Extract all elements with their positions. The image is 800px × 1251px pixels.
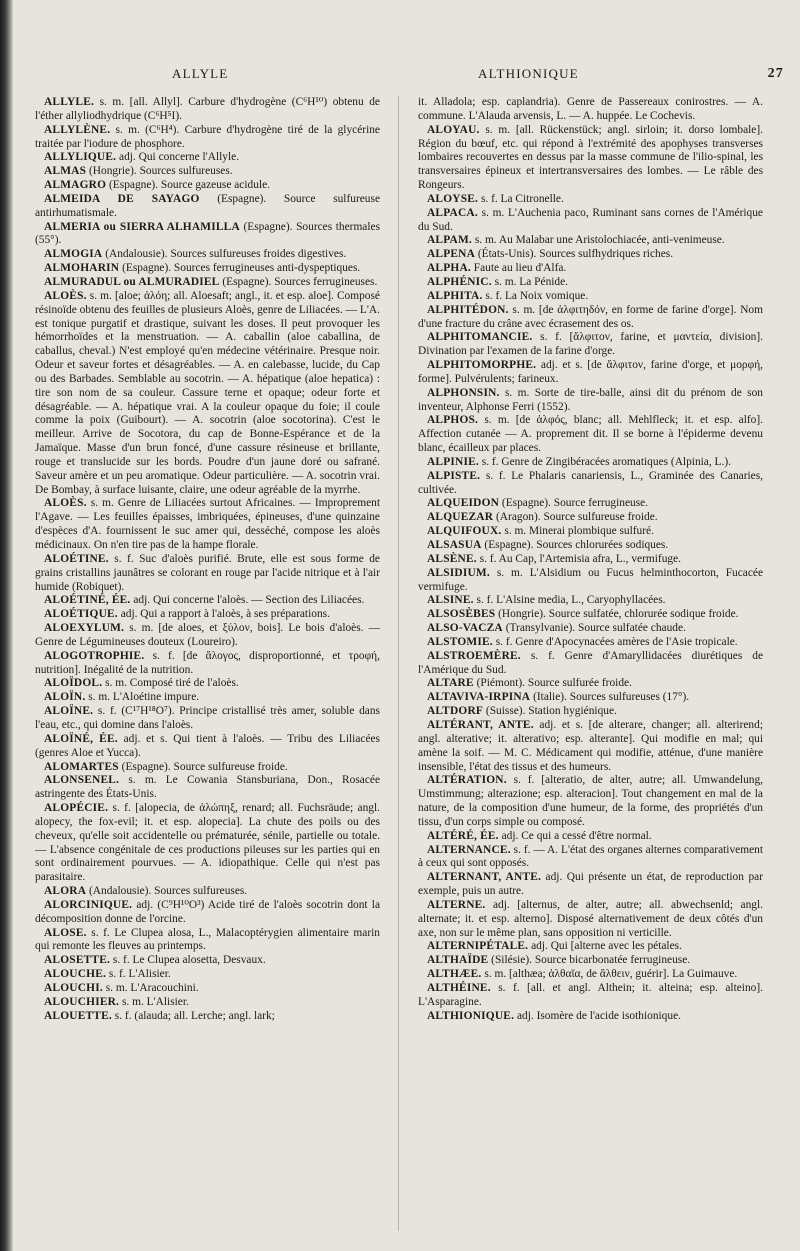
entry-definition: adj. Qui concerne l'aloès. — Section des Liliacées. — [130, 594, 365, 607]
entry-definition: s. f. [alopecia, de ἀλώπηξ, renard; all. Fuchsräude; angl. alopecy, the fox-evil; it. et esp. alopecia]. La chute des poils ou des cheveux, qu'elle soit accidentelle ou prématurée, sénile, partielle ou totale. — L'absence congénitale de ces productions pileuses sur les parties qui en sont ordinairement pourvues. — A. idiopathique. Celle qui n'est pas parasitaire. — [35, 802, 380, 884]
entry-headword: ALMERIA ou SIERRA ALHAMILLA — [44, 220, 240, 233]
entry-headword: ALSO-VACZA — [427, 622, 503, 635]
entry-definition: it. Alladola; esp. caplandria). Genre de Passereaux conirostres. — A. commune. L'Alauda arvensis, L. — A. huppée. Le Cochevis. — [418, 96, 763, 122]
dictionary-entry — [418, 677, 763, 691]
entry-headword: ALSINE. — [427, 594, 474, 607]
left-column — [35, 96, 380, 1236]
entry-headword: ALOYSE. — [427, 192, 479, 205]
entry-headword: ALPHITOMORPHE. — [427, 359, 537, 372]
dictionary-entry — [418, 387, 763, 415]
entry-headword: ALPHÉNIC. — [427, 275, 492, 288]
entry-headword: ALOUCHIER. — [44, 995, 120, 1008]
dictionary-entry — [35, 497, 380, 552]
dictionary-entry — [35, 733, 380, 761]
dictionary-entry — [35, 290, 380, 498]
entry-headword: ALMAGRO — [44, 179, 107, 192]
dictionary-entry — [418, 414, 763, 456]
dictionary-entry — [418, 207, 763, 235]
entry-definition: s. f. Le Clupea alosa, L., Malacoptérygien alimentaire marin qui remonte les fleuves au printemps. — [35, 926, 380, 953]
entry-headword: ALOÈS. — [44, 497, 87, 510]
entry-definition: (États-Unis). Sources sulfhydriques riches. — [475, 248, 674, 261]
entry-definition: s. m. Minerai plombique sulfuré. — [501, 525, 654, 538]
entry-definition: s. f. Genre d'Apocynacées amères de l'Asie tropicale. — [492, 635, 738, 648]
entry-headword: ALSTROEMÈRE. — [427, 649, 521, 662]
entry-definition: s. m. Composé tiré de l'aloès. — [102, 677, 239, 690]
entry-definition: adj. et s. [de ἄλφιτον, farine d'orge, et μορφή, forme]. Pulvérulents; farineux. — [418, 359, 763, 385]
entry-definition: s. m. [de aloes, et ξύλον, bois]. Le bois d'aloès. — Genre de Légumineuses douteux (Loureiro). — [35, 622, 380, 648]
entry-definition: s. m. Le Cowania Stansburiana, Don., Rosacée astringente des États-Unis. — [35, 774, 380, 801]
entry-headword: ALTERNIPÉTALE. — [427, 940, 529, 953]
entry-headword: ALPHITOMANCIE. — [427, 331, 533, 344]
dictionary-entry — [35, 262, 380, 276]
entry-headword: ALOÉTIQUE. — [44, 608, 118, 621]
entry-headword: ALMAS — [44, 165, 87, 178]
entry-definition: (Espagne). Source ferrugineuse. — [499, 497, 649, 510]
dictionary-entry — [418, 650, 763, 678]
entry-headword: ALONSENEL. — [44, 774, 120, 787]
dictionary-entry — [35, 954, 380, 968]
entry-definition: s. f. (C¹⁷H¹⁸O⁷). Principe cristallisé très amer, soluble dans l'eau, etc., qui domine dans l'aloès. — [35, 705, 380, 731]
entry-definition: s. f. La Noix vomique. — [482, 289, 589, 302]
entry-headword: ALOYAU. — [427, 123, 480, 136]
entry-headword: ALTHÆE. — [427, 968, 482, 981]
entry-headword: ALTERNANT, ANTE. — [427, 871, 542, 884]
dictionary-entry — [418, 705, 763, 719]
entry-headword: ALTÉRATION. — [427, 774, 507, 787]
entry-headword: ALOMARTES — [44, 760, 119, 773]
entry-headword: ALSASUA — [427, 539, 482, 551]
dictionary-entry — [418, 539, 763, 553]
entry-headword: ALTAVIVA-IRPINA — [427, 691, 531, 704]
entry-headword: ALLYLÈNE. — [44, 123, 111, 136]
entry-definition: s. f. Suc d'aloès purifié. Brute, elle est sous forme de grains cristallins jaunâtres se colorant en rouge par l'acide nitrique et à l'air humide (Robiquet). — [35, 552, 380, 593]
entry-definition: (Espagne). Source sulfureuse froide. — [118, 760, 288, 773]
entry-definition: s. m. L'Aloétine impure. — [85, 691, 200, 704]
entry-headword: ALQUEIDON — [427, 497, 500, 510]
dictionary-entry — [418, 456, 763, 470]
dictionary-entry — [418, 1010, 763, 1024]
dictionary-entry — [35, 193, 380, 221]
entry-definition: adj. et s. Qui tient à l'aloès. — Tribu des Liliacées (genres Aloe et Yucca). — [35, 732, 380, 759]
dictionary-page — [22, 0, 792, 1251]
entry-headword: ALLYLE. — [44, 96, 95, 108]
entry-definition: (Espagne). Source gazeuse acidule. — [106, 179, 270, 192]
entry-definition: (Hongrie). Source sulfatée, chlorurée sodique froide. — [495, 608, 739, 621]
entry-headword: ALQUIFOUX. — [427, 525, 502, 538]
dictionary-entry — [35, 96, 380, 124]
entry-definition: adj. et s. [de alterare, changer; all. alterirend; angl. alterative; it. alterativo; esp. alterante]. Qui modifie en mal; qui amène la soif. — M. C. Médicament qui modifie, atténue, d'une manière insensible, l'état des tissus et des humeurs. — [418, 718, 763, 773]
entry-headword: ALMOHARIN — [44, 262, 120, 275]
entry-headword: ALOSETTE. — [44, 954, 111, 967]
dictionary-entry — [35, 761, 380, 775]
entry-headword: ALTERNE. — [427, 898, 486, 911]
entry-definition: s. f. Au Cap, l'Artemisia afra, L., vermifuge. — [476, 552, 682, 565]
entry-headword: ALPENA — [427, 248, 476, 261]
dictionary-entry — [418, 234, 763, 248]
dictionary-entry — [418, 359, 763, 387]
entry-headword: ALOSE. — [44, 926, 87, 939]
entry-headword: ALOÈS. — [44, 289, 87, 302]
entry-definition: s. m. L'Auchenia paco, Ruminant sans cornes de l'Amérique du Sud. — [418, 206, 763, 233]
entry-definition: (Espagne). Sources ferrugineuses. — [219, 275, 378, 288]
entry-definition: s. f. Le Clupea alosetta, Desvaux. — [110, 954, 266, 967]
entry-headword: ALMEIDA DE SAYAGO — [44, 192, 200, 205]
dictionary-entry — [418, 719, 763, 774]
entry-headword: ALPISTE. — [427, 469, 481, 482]
entry-definition: s. f. Genre d'Amaryllidacées diurétiques de l'Amérique du Sud. — [418, 649, 763, 676]
entry-headword: ALOÏN. — [44, 691, 86, 704]
entry-definition: (Suisse). Station hygiénique. — [483, 705, 617, 718]
entry-definition: adj. [alternus, de alter, autre; all. abwechsenld; angl. alternate; it. et esp. alterno]. Disposé alternativement de deux côtés d'un axe, non sur le même plan, sans opposition ni verticille. — [418, 898, 763, 939]
dictionary-entry — [418, 982, 763, 1010]
entry-headword: ALOUCHE. — [44, 968, 107, 981]
book-spine-shadow — [0, 0, 13, 1251]
dictionary-entry — [35, 124, 380, 152]
entry-definition: s. m. L'Alsidium ou Fucus helminthocorton, Fucacée vermifuge. — [418, 566, 763, 593]
dictionary-entry — [418, 968, 763, 982]
dictionary-entry — [418, 553, 763, 567]
entry-headword: ALTHIONIQUE. — [427, 1009, 515, 1022]
entry-definition: adj. Qui présente un état, de reproduction par exemple, puis un autre. — [418, 871, 763, 898]
entry-headword: ALOÏNÉ, ÉE. — [44, 732, 118, 745]
entry-definition: (Aragon). Source sulfureuse froide. — [493, 511, 658, 524]
dictionary-entry — [418, 608, 763, 622]
entry-headword: ALPHITÉDON. — [427, 303, 509, 316]
entry-headword: ALSTOMIE. — [427, 635, 493, 648]
entry-definition: s. f. [all. et angl. Althein; it. alteina; esp. alteino]. L'Asparagine. — [418, 982, 763, 1008]
entry-definition: s. f. [alteratio, de alter, autre; all. Umwandelung, Umstimmung; alterazione; esp. alteracion]. Tout changement en mal de la nature, de la composition d'une humeur, de la forme, des propriétés d'un tissu, d'un corps simple ou composé. — [418, 774, 763, 828]
dictionary-entry — [418, 248, 763, 262]
entry-definition: (Espagne). Source sulfureuse antirhumatismale. — [35, 192, 380, 219]
dictionary-entry — [35, 996, 380, 1010]
entry-headword: ALPHOS. — [427, 414, 479, 427]
entry-headword: ALTÉRÉ, ÉE. — [427, 829, 499, 842]
dictionary-entry — [418, 940, 763, 954]
entry-definition: s. m. Au Malabar une Aristolochiacée, anti-venimeuse. — [471, 234, 725, 247]
entry-definition: s. m. L'Aracouchini. — [102, 982, 199, 994]
entry-definition: s. m. [althæa; ἀλθαῖα, de ἄλθειν, guérir]. La Guimauve. — [481, 968, 738, 981]
dictionary-entry — [418, 96, 763, 124]
dictionary-entry — [35, 802, 380, 885]
page-number: 27 — [767, 66, 784, 81]
dictionary-entry — [35, 885, 380, 899]
column-divider — [398, 96, 399, 1231]
entry-definition: adj. Qui concerne l'Allyle. — [116, 151, 240, 164]
entry-headword: ALTHÉINE. — [427, 982, 491, 994]
entry-definition: s. m. [de ἀλφός, blanc; all. Mehlfleck; it. et esp. alfo]. Affection cutanée — A. proprement dit. Il se borne à l'épiderme devenu blanc, écailleux par places. — [418, 414, 763, 455]
entry-definition: adj. Qui a rapport à l'aloès, à ses préparations. — [117, 608, 330, 621]
entry-headword: ALPHA. — [427, 262, 471, 275]
entry-definition: s. f. Genre de Zingibéracées aromatiques (Alpinia, L.). — [478, 455, 732, 468]
entry-definition: (Piémont). Source sulfurée froide. — [473, 677, 632, 690]
dictionary-entry — [418, 622, 763, 636]
dictionary-entry — [35, 276, 380, 290]
dictionary-entry — [35, 982, 380, 996]
entry-headword: ALMOGIA — [44, 248, 103, 261]
entry-definition: s. f. Le Phalaris canariensis, L., Graminée des Canaries, cultivée. — [418, 469, 763, 496]
right-column — [418, 96, 763, 1236]
entry-headword: ALPAM. — [427, 234, 472, 247]
dictionary-entry — [418, 594, 763, 608]
running-head — [22, 66, 792, 88]
dictionary-entry — [35, 179, 380, 193]
entry-definition: (Espagne). Sources thermales (55°). — [35, 220, 380, 247]
entry-headword: ALORCINIQUE. — [44, 898, 133, 911]
entry-definition: (Andalousie). Sources sulfureuses froides digestives. — [102, 248, 347, 261]
dictionary-entry — [418, 497, 763, 511]
dictionary-entry — [35, 608, 380, 622]
entry-headword: ALMURADUL ou ALMURADIEL — [44, 275, 220, 288]
entry-headword: ALOÏNE. — [44, 705, 94, 718]
entry-headword: ALOUETTE. — [44, 1009, 112, 1022]
entry-definition: s. m. Sorte de tire-balle, ainsi dit du prénom de son inventeur, Alphonse Ferri (1552). — [418, 386, 763, 413]
entry-definition: s. f. L'Alsine media, L., Caryophyllacées. — [473, 594, 666, 607]
entry-definition: (Silésie). Source bicarbonatée ferrugineuse. — [488, 954, 691, 967]
entry-definition: s. f. L'Alisier. — [106, 968, 171, 981]
entry-definition: (Andalousie). Sources sulfureuses. — [86, 885, 248, 898]
entry-definition: s. f. [de ἄλογος, disproportionné, et τροφή, nutrition]. Inégalité de la nutrition. — [35, 649, 380, 676]
dictionary-entry — [35, 553, 380, 595]
entry-headword: ALOPÉCIE. — [44, 802, 109, 815]
entry-definition: s. f. [ἄλφιτον, farine, et μαντεία, division]. Divination par l'examen de la farine d'orge. — [418, 331, 763, 358]
entry-headword: ALPHITA. — [427, 289, 483, 302]
dictionary-entry — [35, 165, 380, 179]
dictionary-entry — [35, 221, 380, 249]
entry-definition: s. m. [aloe; ἀλόη; all. Aloesaft; angl., it. et esp. aloe]. Composé résinoïde obtenu des feuilles de plusieurs Aloès, genre de Liliacées. — L'A. est tonique purgatif et drastique, suivant les doses. Il peut provoquer les hémorrhoïdes et la menstruation. — A. caballin (aloe caballina, de caballus, cheval.) N'est employé qu'en médecine vétérinaire. Presque noir. Odeur et saveur fortes et désagréables. — A. en calebasse, lucide, du Cap ou des Barbades. Semblable au socotrin. — A. hépatique (aloe hepatica) : tire son nom de sa couleur. Cassure terne et opaque; odeur forte et désagréable. — A. hépatique vrai. A la couleur opaque du foie; il coule comme la poix (Guibourt). — A. socotrin (aloe socotorina). C'est le meilleur. Arrive de Socotora, du cap de Bonne-Espérance et de la Jamaïque. Masse d'un brun foncé, d'une cassure résineuse et brillante, rouge et translucide sur les bords. Poudre d'un jaune doré ou safrané. Saveur amère et un peu aromatique. Odeur particulière. — A. socotrin vrai. De Bombay, à surface luisante, claire, une odeur agréable de la myrrhe. — [35, 289, 380, 496]
entry-headword: ALTERNANCE. — [427, 843, 511, 856]
dictionary-entry — [418, 470, 763, 498]
dictionary-entry — [418, 276, 763, 290]
entry-definition: s. m. La Pénide. — [491, 275, 569, 288]
dictionary-entry — [418, 830, 763, 844]
entry-definition: s. m. [de ἀλφιτηδόν, en forme de farine d'orge]. Nom d'une fracture du crâne avec écrasement des os. — [418, 303, 763, 330]
entry-definition: (Transylvanie). Source sulfatée chaude. — [502, 622, 686, 635]
entry-definition: adj. Isomère de l'acide isothionique. — [514, 1009, 681, 1022]
dictionary-entry — [418, 262, 763, 276]
dictionary-entry — [35, 248, 380, 262]
dictionary-entry — [35, 691, 380, 705]
entry-definition: s. f. La Citronelle. — [478, 192, 564, 205]
dictionary-entry — [418, 954, 763, 968]
dictionary-entry — [35, 650, 380, 678]
entry-headword: ALQUEZAR — [427, 511, 494, 524]
dictionary-entry — [418, 636, 763, 650]
entry-headword: ALLYLIQUE. — [44, 151, 117, 164]
entry-headword: ALSOSÈBES — [427, 608, 496, 621]
entry-definition: s. m. (C⁶H⁴). Carbure d'hydrogène tiré de la glycérine traitée par l'iodure de phosphore. — [35, 123, 380, 150]
entry-headword: ALOEXYLUM. — [44, 622, 125, 635]
entry-definition: adj. Qui [alterne avec les pétales. — [528, 940, 682, 953]
entry-headword: ALOGOTROPHIE. — [44, 649, 145, 662]
dictionary-entry — [418, 525, 763, 539]
dictionary-entry — [418, 511, 763, 525]
dictionary-entry — [418, 567, 763, 595]
entry-headword: ALPACA. — [427, 206, 478, 219]
dictionary-entry — [35, 677, 380, 691]
entry-definition: (Espagne). Sources chlorurées sodiques. — [481, 539, 669, 551]
entry-headword: ALOUCHI. — [44, 982, 103, 994]
dictionary-entry — [35, 927, 380, 955]
entry-headword: ALSÈNE. — [427, 552, 477, 565]
dictionary-entry — [418, 193, 763, 207]
entry-headword: ALOÏDOL. — [44, 677, 103, 690]
dictionary-entry — [418, 774, 763, 829]
dictionary-entry — [35, 594, 380, 608]
dictionary-entry — [418, 691, 763, 705]
dictionary-entry — [35, 1010, 380, 1024]
dictionary-entry — [418, 304, 763, 332]
running-head-left: ALLYLE — [172, 66, 229, 81]
entry-headword: ALPINIE. — [427, 455, 479, 468]
entry-definition: (Espagne). Sources ferrugineuses anti-dyspeptiques. — [119, 262, 361, 275]
entry-headword: ALPHONSIN. — [427, 386, 500, 399]
entry-headword: ALSIDIUM. — [427, 566, 490, 579]
dictionary-entry — [35, 622, 380, 650]
entry-definition: adj. Ce qui a cessé d'être normal. — [498, 829, 652, 842]
entry-headword: ALTDORF — [427, 705, 484, 718]
entry-definition: s. m. [all. Allyl]. Carbure d'hydrogène (C⁶H¹⁰) obtenu de l'éther allyliodhydrique (C⁶H⁵I). — [35, 96, 380, 122]
dictionary-entry — [418, 331, 763, 359]
entry-definition: adj. (C⁹H¹⁰O³) Acide tiré de l'aloès socotrin dont la décomposition donne de l'orcine. — [35, 898, 380, 925]
entry-definition: s. m. [all. Rückenstück; angl. sirloin; it. dorso lombale]. Région du bœuf, etc. qui répond à l'extrémité des apophyses transverses lombaires recouvertes en dessus par la masse commune de l'ilio-spinal, les transversaires épineux et intertransversaires des lombes. — Le râble des Rongeurs. — [418, 123, 763, 192]
dictionary-entry — [418, 290, 763, 304]
dictionary-entry — [35, 151, 380, 165]
entry-definition: s. m. L'Alisier. — [119, 995, 189, 1008]
entry-definition: s. m. Genre de Liliacées surtout Africaines. — Improprement l'Agave. — Les feuilles épaisses, imbriquées, épineuses, d'une quinzaine d'espèces d'A. fournissent le suc amer qui, desséché, compose les aloès médicinaux. On n'en tire pas de la hampe florale. — [35, 497, 380, 551]
entry-headword: ALTHAÏDE — [427, 954, 489, 967]
entry-definition: (Hongrie). Sources sulfureuses. — [86, 165, 233, 178]
entry-headword: ALOÉTINE. — [44, 552, 109, 565]
dictionary-entry — [418, 899, 763, 941]
entry-definition: s. f. — A. L'état des organes alternes comparativement à ceux qui sont opposés. — [418, 843, 763, 870]
entry-definition: (Italie). Sources sulfureuses (17°). — [530, 691, 690, 704]
dictionary-entry — [418, 844, 763, 872]
entry-headword: ALORA — [44, 885, 87, 898]
dictionary-entry — [35, 705, 380, 733]
entry-headword: ALTARE — [427, 677, 474, 690]
entry-definition: Faute au lieu d'Alfa. — [470, 262, 567, 275]
running-head-right: ALTHIONIQUE — [478, 66, 579, 81]
entry-headword: ALTÉRANT, ANTE. — [427, 718, 534, 731]
dictionary-entry — [35, 774, 380, 802]
dictionary-entry — [418, 871, 763, 899]
dictionary-entry — [35, 968, 380, 982]
dictionary-entry — [418, 124, 763, 193]
entry-headword: ALOÉTINÉ, ÉE. — [44, 594, 131, 607]
dictionary-entry — [35, 899, 380, 927]
entry-definition: s. f. (alauda; all. Lerche; angl. lark; — [111, 1009, 275, 1022]
